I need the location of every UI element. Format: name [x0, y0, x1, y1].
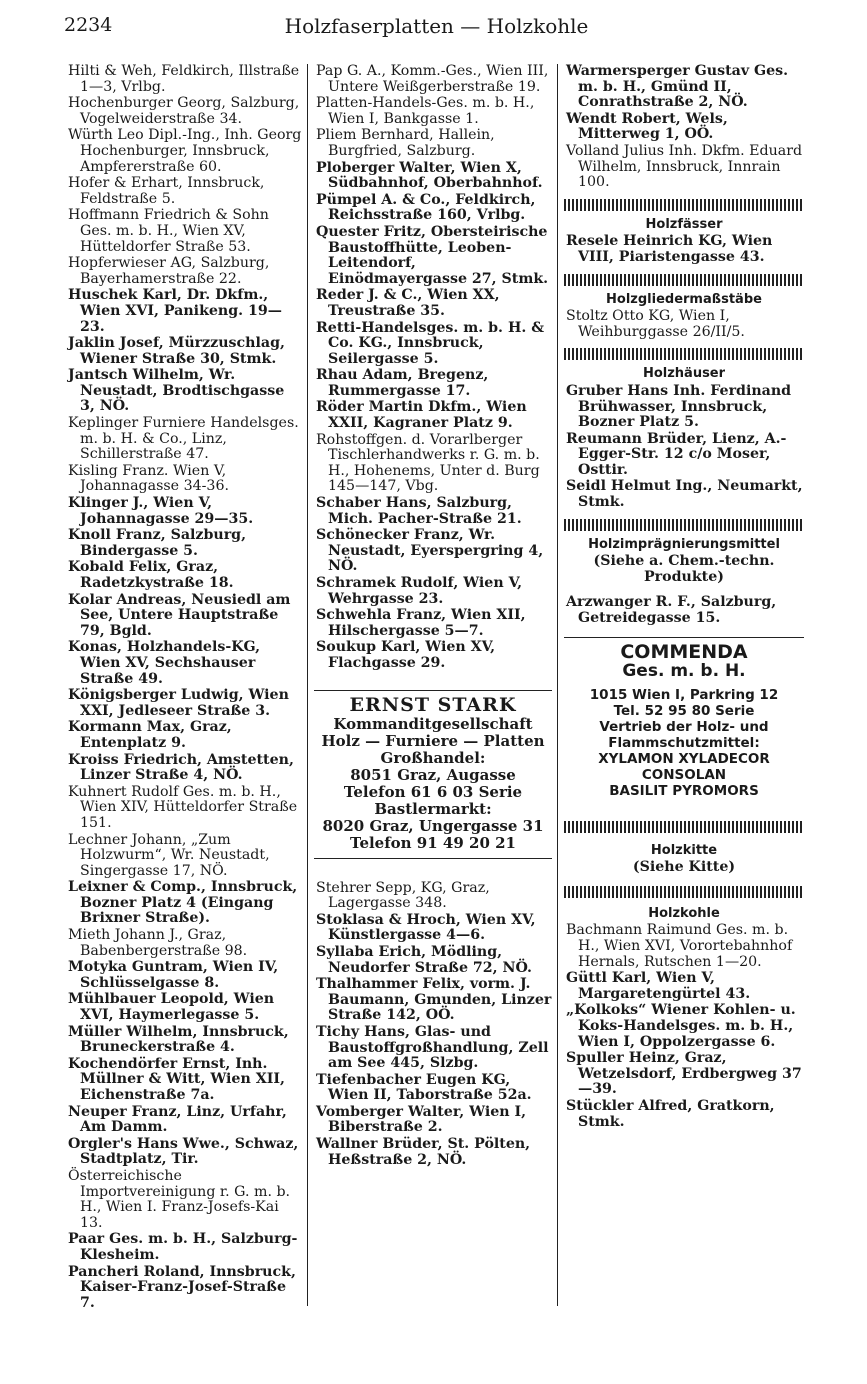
section-heading-holzhaeuser: Holzhäuser [642, 366, 726, 382]
directory-entry: Orgler's Hans Wwe., Schwaz, Stadtplatz, Tir. [68, 1135, 299, 1168]
directory-entry: Neuper Franz, Linz, Urfahr, Am Damm. [68, 1103, 287, 1136]
directory-entry: Ploberger Walter, Wien X, Südbahnhof, Oberbahnhof. [316, 159, 543, 192]
entry-list [314, 881, 552, 1169]
ad-top-rule [564, 637, 804, 638]
ad-wholesale-phone: Telefon 61 6 03 Serie [343, 782, 523, 801]
ad-company-name: COMMENDA [620, 640, 748, 663]
ad-company-form: Kommanditgesellschaft [333, 714, 533, 733]
directory-entry: Schönecker Franz, Wr. Neustadt, Eyerspergring 4, NÖ. [316, 527, 544, 575]
directory-entry: Reumann Brüder, Lienz, A.-Egger-Str. 12 c/o Moser, Osttir. [566, 430, 787, 478]
section-note: (Siehe a. Chem.-techn. Produkte) [593, 553, 775, 585]
directory-entry: Platten-Handels-Ges. m. b. H., Wien I, Bankgasse 1. [316, 95, 535, 127]
directory-entry: Spuller Heinz, Graz, Wetzelsdorf, Erdbergweg 37—39. [566, 1050, 802, 1098]
directory-entry: Reder J. & C., Wien XX, Treustraße 35. [316, 287, 500, 319]
column-1 [66, 64, 302, 1312]
ernst-stark-advertisement [314, 693, 552, 852]
directory-entry: Hochenburger Georg, Salzburg, Vogelweiderstraße 34. [68, 95, 300, 127]
page-header [64, 14, 809, 44]
directory-entry: Stoklasa & Hroch, Wien XV, Künstlergasse 4—6. [316, 911, 536, 944]
directory-entry: Arzwanger R. F., Salzburg, Getreidegasse 15. [566, 594, 777, 627]
directory-entry: Königsberger Ludwig, Wien XXI, Jedleseer Straße 3. [68, 687, 289, 719]
section-heading-holzfaesser: Holzfässer [645, 216, 723, 232]
directory-entry: Leixner & Comp., Innsbruck, Bozner Platz 4 (Eingang Brixner Straße). [68, 879, 298, 927]
ad-products: Holz — Furniere — Platten [321, 731, 545, 750]
ad-company-form: Ges. m. b. H. [622, 660, 746, 681]
directory-entry: Würth Leo Dipl.-Ing., Inh. Georg Hochenburger, Innsbruck, Ampfererstraße 60. [68, 127, 302, 175]
directory-entry: Pancheri Roland, Innsbruck, Kaiser-Franz-Josef-Straße 7. [68, 1263, 296, 1311]
ad-hobby-phone: Telefon 91 49 20 21 [350, 833, 516, 852]
directory-entry: Schwehla Franz, Wien XII, Hilschergasse 5—7. [316, 607, 526, 639]
directory-entry: Jaklin Josef, Mürzzuschlag, Wiener Straße 30, Stmk. [68, 335, 285, 367]
directory-entry: Paar Ges. m. b. H., Salzburg-Klesheim. [68, 1231, 298, 1263]
page-number: 2234 [64, 14, 113, 36]
directory-entry: Hopferwieser AG, Salzburg, Bayerhamerstraße 22. [68, 255, 270, 287]
directory-entry: Müller Wilhelm, Innsbruck, Bruneckerstraße 4. [68, 1023, 289, 1056]
directory-entry: Hilti & Weh, Feldkirch, Illstraße 1—3, Vrlbg. [68, 63, 300, 95]
directory-entry: Huschek Karl, Dr. Dkfm., Wien XVI, Panikeng. 19—23. [68, 287, 282, 335]
directory-entry: Warmersperger Gustav Ges. m. b. H., Gmünd II, Conrathstraße 2, NÖ. [566, 63, 789, 111]
directory-entry: Volland Julius Inh. Dkfm. Eduard Wilhelm, Innsbruck, Innrain 100. [566, 142, 803, 191]
directory-entry: Kuhnert Rudolf Ges. m. b. H., Wien XIV, Hütteldorfer Straße 151. [68, 783, 298, 831]
directory-entry: Stückler Alfred, Gratkorn, Stmk. [566, 1097, 775, 1130]
entry-list [314, 64, 552, 672]
ad-wholesale-heading: Großhandel: [380, 748, 486, 767]
commenda-advertisement [564, 640, 804, 799]
directory-entry: Mühlbauer Leopold, Wien XVI, Haymerlegasse 5. [68, 991, 275, 1024]
directory-entry: Schramek Rudolf, Wien V, Wehrgasse 23. [316, 575, 523, 607]
directory-entry: Kisling Franz. Wien V, Johannagasse 34-36. [68, 462, 229, 495]
entry-list [564, 384, 804, 511]
entry-list [564, 309, 804, 340]
spacer [564, 799, 804, 813]
section-separator [564, 886, 804, 898]
directory-entry: Klinger J., Wien V, Johannagasse 29—35. [68, 495, 254, 527]
section-separator [564, 821, 804, 833]
directory-entry: Knoll Franz, Salzburg, Bindergasse 5. [68, 527, 247, 559]
ad-hobby-address: 8020 Graz, Ungergasse 31 [322, 816, 544, 835]
column-divider [557, 64, 558, 1306]
ad-top-rule [314, 690, 552, 691]
entry-list [564, 64, 804, 191]
column-3 [564, 64, 804, 1131]
directory-entry: Mieth Johann J., Graz, Babenbergerstraße 98. [68, 927, 248, 959]
section-note: (Siehe Kitte) [632, 859, 736, 876]
column-2 [314, 64, 552, 1169]
directory-entry: Kroiss Friedrich, Amstetten, Linzer Straße 4, NÖ. [68, 751, 294, 784]
directory-entry: Retti-Handelsges. m. b. H. & Co. KG., Innsbruck, Seilergasse 5. [316, 319, 545, 367]
directory-entry: „Kolkoks“ Wiener Kohlen- u. Koks-Handelsges. m. b. H., Wien I, Oppolzergasse 6. [566, 1002, 796, 1050]
column-divider [307, 64, 308, 1306]
directory-entry: Stehrer Sepp, KG, Graz, Lagergasse 348. [316, 879, 490, 912]
ad-line: CONSOLAN [641, 766, 727, 783]
entry-list [66, 64, 302, 1311]
directory-entry: Vomberger Walter, Wien I, Biberstraße 2. [316, 1103, 527, 1136]
ad-phone: Tel. 52 95 80 Serie [613, 702, 755, 719]
directory-entry: Jantsch Wilhelm, Wr. Neustadt, Brodtischgasse 3, NÖ. [68, 367, 285, 415]
directory-entry: Röder Martin Dkfm., Wien XXII, Kagraner Platz 9. [316, 399, 527, 432]
directory-entry: Kormann Max, Graz, Entenplatz 9. [68, 719, 232, 751]
section-heading-holzkohle: Holzkohle [648, 905, 720, 921]
directory-entry: Tichy Hans, Glas- und Baustoffgroßhandlung, Zell am See 445, Slzbg. [316, 1023, 549, 1072]
directory-entry: Wendt Robert, Wels, Mitterweg 1, OÖ. [566, 110, 728, 143]
ad-bottom-rule [314, 858, 552, 859]
ad-line: BASILIT PYROMORS [609, 782, 759, 799]
directory-entry: Konas, Holzhandels-KG, Wien XV, Sechshauser Straße 49. [68, 639, 261, 687]
ad-hobby-heading: Bastlermarkt: [374, 799, 492, 818]
section-separator [564, 274, 804, 286]
directory-entry: Motyka Guntram, Wien IV, Schlüsselgasse 8. [68, 959, 279, 991]
directory-entry: Resele Heinrich KG, Wien VIII, Piaristengasse 43. [566, 233, 773, 265]
directory-entry: Soukup Karl, Wien XV, Flachgasse 29. [316, 639, 496, 671]
directory-entry: Tiefenbacher Eugen KG, Wien II, Taborstraße 52a. [316, 1071, 532, 1104]
section-separator [564, 519, 804, 531]
section-separator [564, 199, 804, 211]
directory-entry: Rohstoffgen. d. Vorarlberger Tischlerhandwerks r. G. m. b. H., Hohenems, Unter d. Burg 145—147, Vbg. [316, 431, 540, 495]
directory-entry: Stoltz Otto KG, Wien I, Weihburggasse 26/II/5. [566, 308, 745, 340]
directory-entry: Kochendörfer Ernst, Inh. Müllner & Witt, Wien XII, Eichenstraße 7a. [68, 1055, 285, 1103]
ad-line: Vertrieb der Holz- und [599, 718, 769, 735]
directory-entry: Pliem Bernhard, Hallein, Burgfried, Salzburg. [316, 127, 495, 159]
directory-entry: Österreichische Importvereinigung r. G. m. b. H., Wien I. Franz-Josefs-Kai 13. [68, 1167, 291, 1231]
directory-entry: Gruber Hans Inh. Ferdinand Brühwasser, Innsbruck, Bozner Platz 5. [566, 382, 792, 431]
section-separator [564, 348, 804, 360]
directory-entry: Pap G. A., Komm.-Ges., Wien III, Untere Weißgerberstraße 19. [316, 63, 549, 95]
ad-address: 1015 Wien I, Parkring 12 [589, 686, 779, 703]
directory-entry: Quester Fritz, Obersteirische Baustoffhütte, Leoben-Leitendorf, Einödmayergasse 27, Stmk. [316, 223, 549, 287]
directory-entry: Bachmann Raimund Ges. m. b. H., Wien XVI, Vorortebahnhof Hernals, Rutschen 1—20. [566, 922, 793, 970]
entry-list [564, 234, 804, 265]
ad-company-name: ERNST STARK [349, 693, 517, 716]
directory-entry: Rhau Adam, Bregenz, Rummergasse 17. [316, 367, 489, 399]
directory-entry: Syllaba Erich, Mödling, Neudorfer Straße 72, NÖ. [316, 943, 532, 976]
directory-entry: Pümpel A. & Co., Feldkirch, Reichsstraße 160, Vrlbg. [316, 191, 536, 224]
directory-entry: Hofer & Erhart, Innsbruck, Feldstraße 5. [68, 175, 265, 207]
ad-line: XYLAMON XYLADECOR [598, 750, 770, 767]
directory-entry: Lechner Johann, „Zum Holzwurm“, Wr. Neustadt, Singergasse 17, NÖ. [68, 831, 270, 879]
directory-entry: Wallner Brüder, St. Pölten, Heßstraße 2, NÖ. [316, 1136, 531, 1168]
directory-entry: Schaber Hans, Salzburg, Mich. Pacher-Straße 21. [316, 495, 522, 527]
section-heading-holzimpraegnierungsmittel: Holzimprägnierungsmittel [588, 536, 780, 552]
running-title: Holzfaserplatten — Holzkohle [284, 14, 589, 38]
section-heading-holzkitte: Holzkitte [650, 842, 718, 858]
entry-list [564, 923, 804, 1130]
directory-entry: Thalhammer Felix, vorm. J. Baumann, Gmunden, Linzer Straße 142, OÖ. [316, 976, 552, 1024]
directory-entry: Kolar Andreas, Neusiedl am See, Untere Hauptstraße 79, Bgld. [68, 591, 291, 639]
directory-entry: Kobald Felix, Graz, Radetzkystraße 18. [68, 559, 234, 591]
directory-entry: Hoffmann Friedrich & Sohn Ges. m. b. H., Wien XV, Hütteldorfer Straße 53. [68, 207, 269, 255]
directory-entry: Keplinger Furniere Handelsges. m. b. H. & Co., Linz, Schillerstraße 47. [68, 415, 299, 463]
directory-entry: Seidl Helmut Ing., Neumarkt, Stmk. [566, 478, 803, 511]
entry-list [564, 595, 804, 626]
section-heading-holzgliedermassstaebe: Holzgliedermaßstäbe [606, 291, 762, 307]
ad-line: Flammschutzmittel: [608, 734, 760, 751]
ad-wholesale-address: 8051 Graz, Augasse [350, 765, 516, 784]
directory-entry: Güttl Karl, Wien V, Margaretengürtel 43. [566, 970, 751, 1002]
